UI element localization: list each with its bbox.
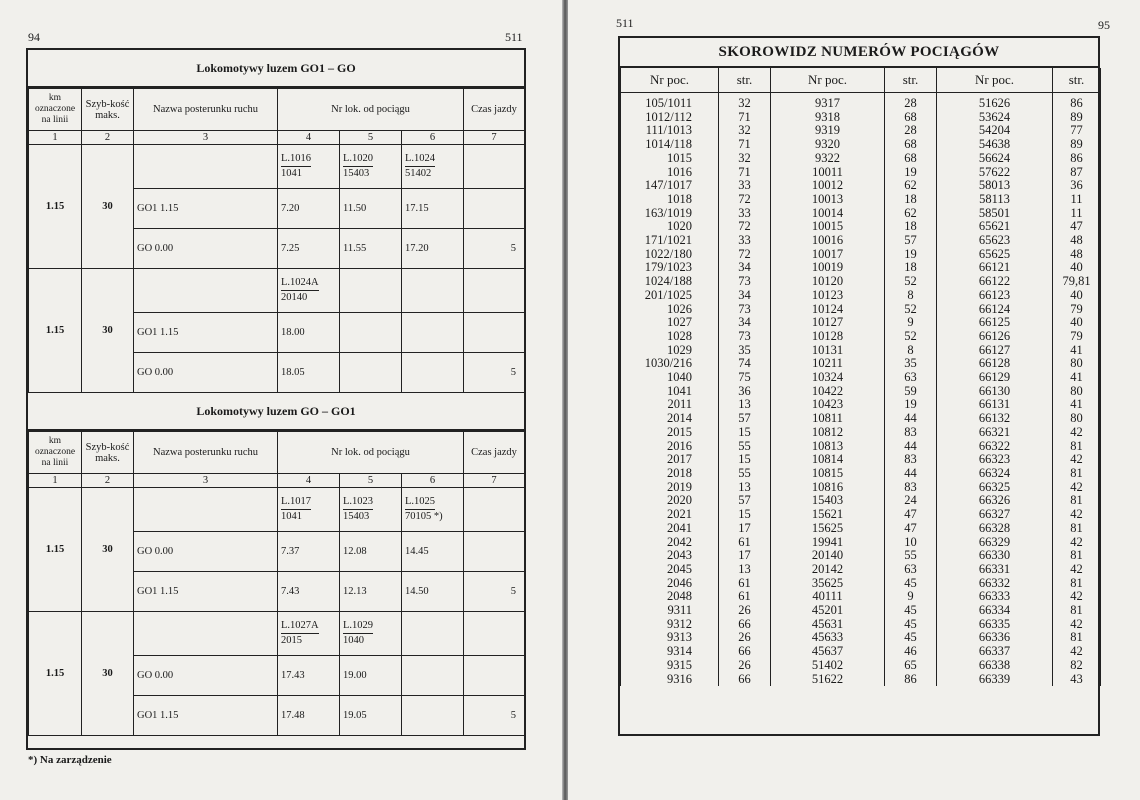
time-value: 7.43 [278,572,340,612]
page-number-top-left: 511 [616,16,634,30]
loco-number-cell [340,488,402,532]
travel-time [464,656,525,696]
train-number: 51402 [405,168,432,179]
header-row [29,89,525,131]
column-nr-poc-3: 51626 53624 54204 54638 56624 57622 58013 58113 58501 65621 65623 65625 66121 66122 66123 66124 66125 66126 66127 66128 66129 66130 66131 66132 66321 66322 66323 66324 66325 66326 66327 66328 66329 66330 66331 66332 66333 66334 66335 66336 66337 66338 66339 [937,93,1053,687]
loco-number: L.1023 [343,495,373,510]
page-number-right: 95 [1098,18,1110,32]
right-page [568,0,1140,800]
header-str-1: str. [719,68,771,93]
time-value [402,696,464,736]
header-str-2: str. [885,68,937,93]
travel-time-empty [464,612,525,656]
loco-number: L.1016 [281,152,311,167]
loco-number: L.1025 [405,495,435,510]
km-value: 1.15 [29,488,82,612]
column-str-3: 86 89 77 89 86 87 36 11 11 47 48 48 40 79,81 40 79 40 79 41 80 41 80 41 80 42 81 42 81 42 81 42 81 42 81 42 81 42 81 42 81 42 82 43 [1053,93,1101,687]
travel-time: 5 [464,696,525,736]
time-value: 14.45 [402,532,464,572]
header-travel-time: Czas jazdy [464,89,525,131]
station-name: GO1 1.15 [134,313,278,353]
station-name: GO 0.00 [134,229,278,269]
speed-value: 30 [82,488,134,612]
loco-number-cell [340,145,402,189]
column-number: 1 [29,474,82,488]
time-value: 18.00 [278,313,340,353]
time-value: 11.55 [340,229,402,269]
loco-number-cell [340,269,402,313]
timetable-go-go1 [28,431,525,736]
timetable-frame [26,48,526,750]
time-value: 19.05 [340,696,402,736]
loco-number-cell [278,488,340,532]
travel-time [464,313,525,353]
column-nr-poc-2: 9317 9318 9319 9320 9322 10011 10012 10013 10014 10015 10016 10017 10019 10120 10123 10124 10127 10128 10131 10211 10324 10422 10423 10811 10812 10813 10814 10815 10816 15403 15621 15625 19941 20140 20142 35625 40111 45201 45631 45633 45637 51402 51622 [771,93,885,687]
travel-time: 5 [464,353,525,393]
section-title-go1-go: Lokomotywy luzem GO1 – GO [28,50,524,88]
loco-number: L.1017 [281,495,311,510]
loco-number-cell [402,488,464,532]
time-value: 17.43 [278,656,340,696]
header-station: Nazwa posterunku ruchu [134,432,278,474]
km-value: 1.15 [29,269,82,393]
left-page [0,0,562,800]
index-frame [618,36,1100,736]
time-value: 17.15 [402,189,464,229]
loco-number: L.1027A [281,619,319,634]
time-value: 7.37 [278,532,340,572]
station-empty [134,488,278,532]
section-title-go-go1: Lokomotywy luzem GO – GO1 [28,393,524,431]
station-name: GO1 1.15 [134,572,278,612]
station-name: GO 0.00 [134,656,278,696]
time-value [402,353,464,393]
column-number-row [29,131,525,145]
header-speed: Szyb-kość maks. [82,432,134,474]
travel-time-empty [464,145,525,189]
station-name: GO1 1.15 [134,189,278,229]
column-number: 1 [29,131,82,145]
loco-number-row [29,269,525,313]
header-nr-poc-1: Nr poc. [621,68,719,93]
speed-value: 30 [82,269,134,393]
time-value: 7.25 [278,229,340,269]
train-number-index [620,68,1101,686]
travel-time: 5 [464,572,525,612]
travel-time-empty [464,269,525,313]
column-nr-poc-1: 105/1011 1012/112 111/1013 1014/118 1015 1016 147/1017 1018 163/1019 1020 171/1021 1022/180 179/1023 1024/188 201/1025 1026 1027 1028 1029 1030/216 1040 1041 2011 2014 2015 2016 2017 2018 2019 2020 2021 2041 2042 2043 2045 2046 2048 9311 9312 9313 9314 9315 9316 [621,93,719,687]
loco-number-cell [278,612,340,656]
loco-number-cell [402,612,464,656]
loco-number-cell [402,145,464,189]
loco-number-cell [278,145,340,189]
time-value: 7.20 [278,189,340,229]
loco-number-row [29,488,525,532]
train-number: 2015 [281,635,302,646]
loco-number-cell [278,269,340,313]
loco-number: L.1020 [343,152,373,167]
travel-time [464,189,525,229]
column-number: 4 [278,131,340,145]
km-value: 1.15 [29,612,82,736]
header-km: km oznaczone na linii [29,432,82,474]
footnote: *) Na zarządzenie [28,754,112,766]
column-number: 2 [82,131,134,145]
train-number: 20140 [281,292,308,303]
train-number: 15403 [343,168,370,179]
time-value [402,313,464,353]
time-value: 17.48 [278,696,340,736]
time-value: 14.50 [402,572,464,612]
index-title: SKOROWIDZ NUMERÓW POCIĄGÓW [620,38,1098,68]
column-number: 6 [402,131,464,145]
station-name: GO 0.00 [134,532,278,572]
header-nr-poc-3: Nr poc. [937,68,1053,93]
index-header-row [621,68,1101,93]
header-km: km oznaczone na linii [29,89,82,131]
km-value: 1.15 [29,145,82,269]
header-loco-number: Nr lok. od pociągu [278,432,464,474]
loco-number-row [29,145,525,189]
train-number: 15403 [343,511,370,522]
column-number: 3 [134,474,278,488]
time-value [340,313,402,353]
column-number: 4 [278,474,340,488]
loco-number: L.1029 [343,619,373,634]
column-number: 7 [464,474,525,488]
header-nr-poc-2: Nr poc. [771,68,885,93]
time-value: 12.08 [340,532,402,572]
header-travel-time: Czas jazdy [464,432,525,474]
page-number-top-right: 511 [505,30,523,44]
time-value: 12.13 [340,572,402,612]
column-number: 3 [134,131,278,145]
time-value: 11.50 [340,189,402,229]
loco-number: L.1024A [281,276,319,291]
column-str-1: 32 71 32 71 32 71 33 72 33 72 33 72 34 73 34 73 34 73 35 74 75 36 13 57 15 55 15 55 13 57 15 17 61 17 13 61 61 26 66 26 66 26 66 [719,93,771,687]
column-number-row [29,474,525,488]
time-value: 18.05 [278,353,340,393]
time-value: 17.20 [402,229,464,269]
station-empty [134,612,278,656]
station-empty [134,269,278,313]
column-number: 6 [402,474,464,488]
loco-number-cell [402,269,464,313]
travel-time [464,532,525,572]
speed-value: 30 [82,145,134,269]
column-number: 7 [464,131,525,145]
index-body-row [621,93,1101,687]
header-loco-number: Nr lok. od pociągu [278,89,464,131]
column-number: 2 [82,474,134,488]
header-str-3: str. [1053,68,1101,93]
time-value [340,353,402,393]
column-number: 5 [340,131,402,145]
time-value: 19.00 [340,656,402,696]
timetable-go1-go [28,88,525,393]
train-number: 1041 [281,511,302,522]
column-number: 5 [340,474,402,488]
station-empty [134,145,278,189]
station-name: GO1 1.15 [134,696,278,736]
column-str-2: 28 68 28 68 68 19 62 18 62 18 57 19 18 52 8 52 9 52 8 35 63 59 19 44 83 44 83 44 83 24 47 47 10 55 63 45 9 45 45 45 46 65 86 [885,93,937,687]
loco-number-row [29,612,525,656]
train-number: 1041 [281,168,302,179]
station-name: GO 0.00 [134,353,278,393]
header-station: Nazwa posterunku ruchu [134,89,278,131]
travel-time: 5 [464,229,525,269]
train-number: 70105 *) [405,511,443,522]
loco-number-cell [340,612,402,656]
time-value [402,656,464,696]
header-speed: Szyb-kość maks. [82,89,134,131]
page-number-left: 94 [28,30,40,44]
header-row [29,432,525,474]
loco-number: L.1024 [405,152,435,167]
train-number: 1040 [343,635,364,646]
speed-value: 30 [82,612,134,736]
travel-time-empty [464,488,525,532]
